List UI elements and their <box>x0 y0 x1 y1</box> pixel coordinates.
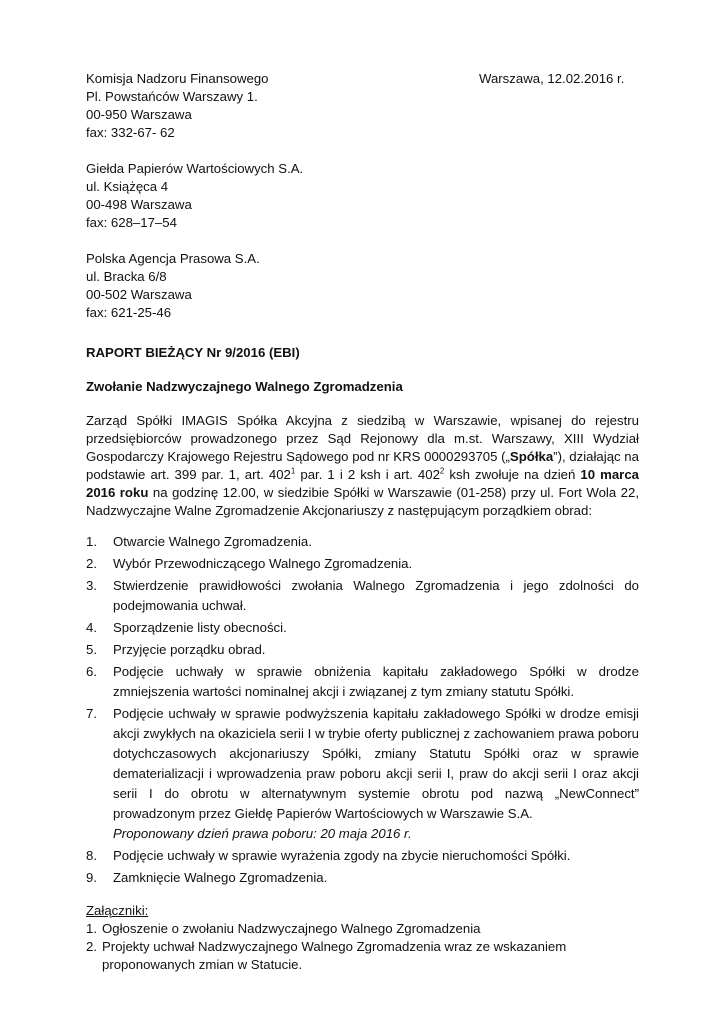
agenda-text: Podjęcie uchwały w sprawie podwyższenia kapitału zakładowego Spółki w drodze emisji akcji zwykłych na okaziciela serii I w trybie oferty publicznej z zachowaniem prawa poboru dotychczasowych akcjonariuszy Spółki, zmiany Statutu Spółki oraz w sprawie dematerializacji i wprowadzenia praw poboru akcji serii I, praw do akcji serii I oraz akcji serii I do obrotu w alternatywnym systemie obrotu pod nazwą „NewConnect” prowadzonym przez Giełdę Papierów Wartościowych w Warszawie S.A. <box>113 706 639 821</box>
recipient-gpw <box>86 160 639 232</box>
agenda-text: Stwierdzenie prawidłowości zwołania Walnego Zgromadzenia i jego zdolności do podejmowania uchwał. <box>113 578 639 613</box>
recipient-line: fax: 332-67- 62 <box>86 125 175 140</box>
agenda-list <box>86 532 639 888</box>
agenda-number: 9. <box>86 870 97 885</box>
attachment-item <box>86 938 639 974</box>
agenda-item <box>86 868 639 888</box>
recipient-line: ul. Bracka 6/8 <box>86 269 167 284</box>
agenda-number: 5. <box>86 642 97 657</box>
meeting-date: 10 marca 2016 roku <box>86 467 639 500</box>
body-text-segment: ”), działając na podstawie art. 399 par. 1, art. 402 <box>86 449 639 482</box>
recipient-line: fax: 628–17–54 <box>86 215 177 230</box>
attachment-text: Ogłoszenie o zwołaniu Nadzwyczajnego Walnego Zgromadzenia <box>102 921 481 936</box>
recipient-line: Komisja Nadzoru Finansowego <box>86 71 269 86</box>
attachments-list <box>86 920 639 974</box>
agenda-item <box>86 640 639 660</box>
agenda-item <box>86 576 639 616</box>
agenda-item <box>86 846 639 866</box>
agenda-number: 8. <box>86 848 97 863</box>
recipient-pap <box>86 250 639 322</box>
agenda-number: 6. <box>86 664 97 679</box>
attachment-number: 1. <box>86 921 97 936</box>
recipient-line: 00-498 Warszawa <box>86 197 192 212</box>
attachment-item <box>86 920 639 938</box>
attachment-text: Projekty uchwał Nadzwyczajnego Walnego Zgromadzenia wraz ze wskazaniem proponowanych zmian w Statucie. <box>102 939 567 972</box>
recipient-line: 00-950 Warszawa <box>86 107 192 122</box>
body-text-segment: par. 1 i 2 ksh i art. 402 <box>295 467 440 482</box>
agenda-text-block <box>113 704 639 844</box>
recipient-line: fax: 621-25-46 <box>86 305 172 320</box>
attachment-number: 2. <box>86 939 97 954</box>
agenda-text: Sporządzenie listy obecności. <box>113 620 287 635</box>
agenda-number: 3. <box>86 578 97 593</box>
agenda-text: Otwarcie Walnego Zgromadzenia. <box>113 534 312 549</box>
agenda-number: 1. <box>86 534 97 549</box>
body-text-segment: Zarząd Spółki IMAGIS Spółka Akcyjna z siedzibą w Warszawie, wpisanej do rejestru przedsiębiorców prowadzonego przez Sąd Rejonowy dla m.st. Warszawy, XIII Wydział Gospodarczy Krajowego Rejestru Sądowego pod nr KRS 0000293705 („ <box>86 413 639 464</box>
recipient-line: 00-502 Warszawa <box>86 287 192 302</box>
agenda-item <box>86 704 639 844</box>
agenda-text: Podjęcie uchwały w sprawie wyrażenia zgody na zbycie nieruchomości Spółki. <box>113 848 571 863</box>
report-subject: Zwołanie Nadzwyczajnego Walnego Zgromadzenia <box>86 379 403 394</box>
agenda-item <box>86 532 639 552</box>
agenda-number: 4. <box>86 620 97 635</box>
body-text-bold: Spółka <box>509 449 554 464</box>
agenda-text: Podjęcie uchwały w sprawie obniżenia kapitału zakładowego Spółki w drodze zmniejszenia wartości nominalnej akcji i związanej z tym zmiany statutu Spółki. <box>113 664 639 699</box>
agenda-item <box>86 618 639 638</box>
recipient-line: ul. Książęca 4 <box>86 179 169 194</box>
recipient-line: Pl. Powstańców Warszawy 1. <box>86 89 258 104</box>
superscript: 1 <box>290 466 296 476</box>
agenda-item <box>86 554 639 574</box>
agenda-text: Wybór Przewodniczącego Walnego Zgromadzenia. <box>113 556 413 571</box>
body-text-segment: na godzinę 12.00, w siedzibie Spółki w Warszawie (01-258) przy ul. Fort Wola 22, Nadzwyczajne Walne Zgromadzenie Akcjonariuszy z następującym porządkiem obrad: <box>86 485 639 518</box>
body-paragraph <box>86 412 639 520</box>
attachments-heading: Załączniki: <box>86 903 149 918</box>
recipient-line: Giełda Papierów Wartościowych S.A. <box>86 161 304 176</box>
agenda-text: Przyjęcie porządku obrad. <box>113 642 266 657</box>
report-title: RAPORT BIEŻĄCY Nr 9/2016 (EBI) <box>86 345 300 360</box>
superscript: 2 <box>439 466 445 476</box>
agenda-text: Zamknięcie Walnego Zgromadzenia. <box>113 870 328 885</box>
agenda-number: 2. <box>86 556 97 571</box>
recipient-line: Polska Agencja Prasowa S.A. <box>86 251 260 266</box>
agenda-number: 7. <box>86 706 97 721</box>
document-date: Warszawa, 12.02.2016 r. <box>479 71 625 86</box>
agenda-item <box>86 662 639 702</box>
agenda-note: Proponowany dzień prawa poboru: 20 maja 2016 r. <box>113 826 412 841</box>
body-text-segment: ksh zwołuje na dzień <box>444 467 581 482</box>
